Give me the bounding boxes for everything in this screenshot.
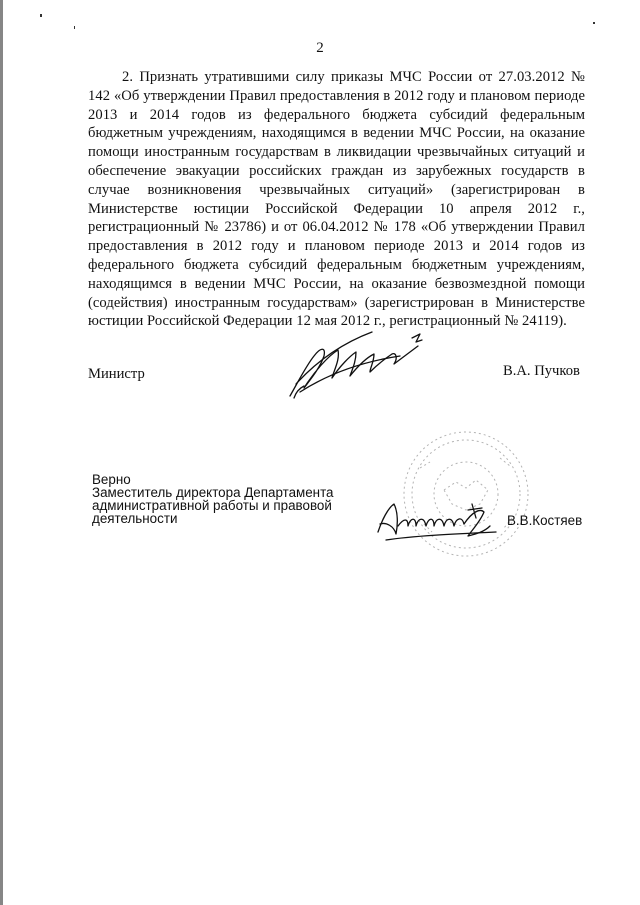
body-paragraph: 2. Признать утратившими силу приказы МЧС России от 27.03.2012 № 142 «Об утверждении Правил предоставления в 2012 году и плановом периоде 2013 и 2014 годов из федерального бюджета субсидий федеральным бюджетным учреждениям, находящимся в ведении МЧС России, на оказание помощи иностранным государствам в ликвидации чрезвычайных ситуаций и обеспечение эвакуации российских граждан из зарубежных государств в случае возникновения чрезвычайных ситуаций» (зарегистрирован в Министерстве юстиции Российской Федерации 10 апреля 2012 г., регистрационный № 23786) и от 06.04.2012 № 178 «Об утверждении Правил предоставления в 2012 году и плановом периоде 2013 и 2014 годов из федерального бюджета субсидий федеральным бюджетным учреждениям, находящимся в ведении МЧС России, на оказание безвозмездной помощи (содействия) иностранным государствам» (зарегистрирован в Министерстве юстиции Российской Федерации 12 мая 2012 г., регистрационный № 24119). [88, 69, 585, 330]
scan-speck [74, 26, 75, 29]
handwritten-signature-icon [372, 496, 502, 544]
scan-speck [40, 14, 42, 17]
certifier-position: Заместитель директора Департамента административной работы и правовой деятельности [92, 485, 334, 526]
certification-block [92, 473, 362, 525]
scan-edge-shadow [0, 0, 3, 905]
handwritten-signature-icon [280, 322, 430, 400]
minister-name: В.А. Пучков [503, 363, 580, 379]
minister-title: Министр [88, 366, 145, 382]
page-number: 2 [316, 40, 324, 56]
certified-true-word: Верно [92, 472, 131, 487]
certifier-name: В.В.Костяев [507, 513, 583, 528]
scan-speck [593, 22, 595, 24]
